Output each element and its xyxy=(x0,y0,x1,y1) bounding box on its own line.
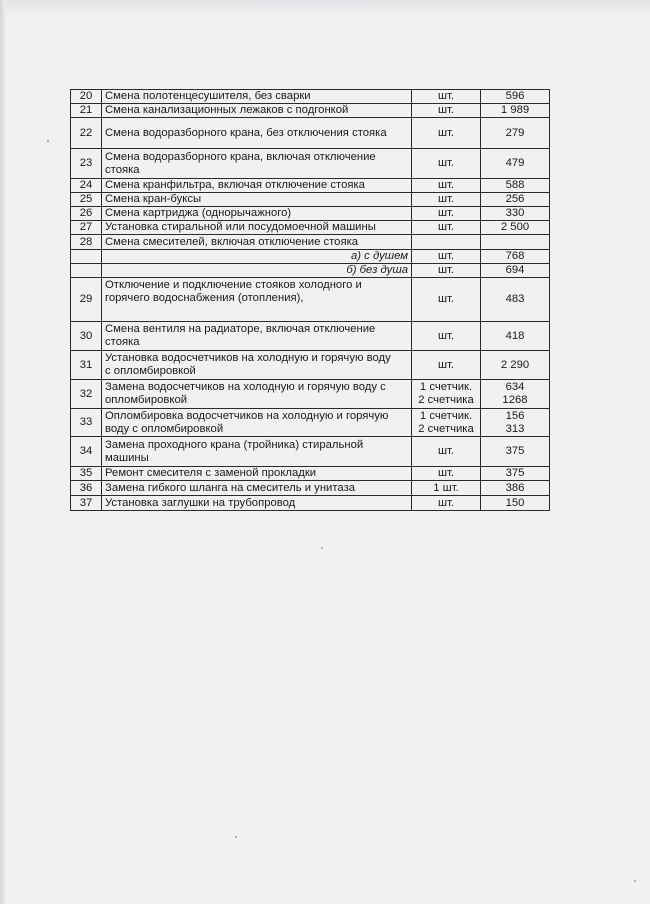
row-number: 34 xyxy=(71,437,102,467)
service-name: Смена водоразборного крана, без отключения стояка xyxy=(102,118,412,149)
unit-cell: шт. xyxy=(412,437,481,467)
unit-cell: шт. xyxy=(412,207,481,221)
service-name: Смена канализационных лежаков с подгонкой xyxy=(102,104,412,118)
row-number: 21 xyxy=(71,104,102,118)
table-row xyxy=(71,250,550,264)
row-number: 35 xyxy=(71,467,102,481)
price-cell: 279 xyxy=(481,118,550,149)
service-name: Опломбировка водосчетчиков на холодную и горячую воду с опломбировкой xyxy=(102,409,412,437)
table-row xyxy=(71,118,550,149)
row-number: 29 xyxy=(71,278,102,322)
unit-cell: шт. xyxy=(412,351,481,380)
unit-cell: шт. xyxy=(412,90,481,104)
unit-cell: 1 счетчик. 2 счетчика xyxy=(412,380,481,409)
price-cell: 479 xyxy=(481,149,550,179)
service-name: б) без душа xyxy=(102,264,412,278)
price-cell: 2 500 xyxy=(481,221,550,235)
table-row xyxy=(71,278,550,322)
price-cell: 156 313 xyxy=(481,409,550,437)
unit-cell: шт. xyxy=(412,278,481,322)
service-name: Установка заглушки на трубопровод xyxy=(102,496,412,511)
price-cell: 634 1268 xyxy=(481,380,550,409)
row-number: 25 xyxy=(71,193,102,207)
service-name: Смена кран-буксы xyxy=(102,193,412,207)
unit-cell: шт. xyxy=(412,118,481,149)
service-name: Смена картриджа (однорычажного) xyxy=(102,207,412,221)
price-cell: 2 290 xyxy=(481,351,550,380)
price-cell: 375 xyxy=(481,467,550,481)
table-row xyxy=(71,207,550,221)
unit-cell xyxy=(412,235,481,250)
table-row xyxy=(71,467,550,481)
price-cell: 375 xyxy=(481,437,550,467)
unit-cell: шт. xyxy=(412,221,481,235)
row-number: 30 xyxy=(71,322,102,351)
service-name: Замена водосчетчиков на холодную и горячую воду с опломбировкой xyxy=(102,380,412,409)
row-number: 23 xyxy=(71,149,102,179)
service-name: Замена проходного крана (тройника) стиральной машины xyxy=(102,437,412,467)
unit-cell: шт. xyxy=(412,104,481,118)
unit-cell: 1 счетчик. 2 счетчика xyxy=(412,409,481,437)
table-row xyxy=(71,380,550,409)
price-table xyxy=(70,89,550,511)
row-number: 20 xyxy=(71,90,102,104)
price-cell: 330 xyxy=(481,207,550,221)
price-cell: 386 xyxy=(481,481,550,496)
table-row xyxy=(71,264,550,278)
row-number xyxy=(71,250,102,264)
service-name: Замена гибкого шланга на смеситель и унитаза xyxy=(102,481,412,496)
row-number: 36 xyxy=(71,481,102,496)
table-row xyxy=(71,90,550,104)
table-row xyxy=(71,235,550,250)
price-cell: 1 989 xyxy=(481,104,550,118)
row-number: 33 xyxy=(71,409,102,437)
table-row xyxy=(71,351,550,380)
table-row xyxy=(71,322,550,351)
service-name: Установка стиральной или посудомоечной машины xyxy=(102,221,412,235)
table-row xyxy=(71,409,550,437)
unit-cell: 1 шт. xyxy=(412,481,481,496)
row-number: 28 xyxy=(71,235,102,250)
price-cell: 596 xyxy=(481,90,550,104)
service-name: Смена вентиля на радиаторе, включая отключение стояка xyxy=(102,322,412,351)
scan-speck xyxy=(47,140,49,142)
page-left-edge xyxy=(0,0,6,904)
unit-cell: шт. xyxy=(412,496,481,511)
unit-cell: шт. xyxy=(412,467,481,481)
row-number: 27 xyxy=(71,221,102,235)
unit-cell: шт. xyxy=(412,179,481,193)
price-cell: 768 xyxy=(481,250,550,264)
scan-speck xyxy=(321,547,323,549)
price-cell: 256 xyxy=(481,193,550,207)
unit-cell: шт. xyxy=(412,149,481,179)
service-name: Смена смесителей, включая отключение стояка xyxy=(102,235,412,250)
row-number: 32 xyxy=(71,380,102,409)
page-top-shade xyxy=(0,0,650,14)
price-cell xyxy=(481,235,550,250)
table-row xyxy=(71,437,550,467)
price-cell: 150 xyxy=(481,496,550,511)
service-name: Установка водосчетчиков на холодную и горячую воду с опломбировкой xyxy=(102,351,412,380)
table-row xyxy=(71,496,550,511)
scan-speck xyxy=(634,880,636,882)
service-name: Смена водоразборного крана, включая отключение стояка xyxy=(102,149,412,179)
table-row xyxy=(71,149,550,179)
price-cell: 483 xyxy=(481,278,550,322)
row-number: 26 xyxy=(71,207,102,221)
unit-cell: шт. xyxy=(412,264,481,278)
row-number xyxy=(71,264,102,278)
unit-cell: шт. xyxy=(412,250,481,264)
scan-speck xyxy=(235,836,237,838)
price-cell: 694 xyxy=(481,264,550,278)
service-name: Смена кранфильтра, включая отключение стояка xyxy=(102,179,412,193)
row-number: 31 xyxy=(71,351,102,380)
table-row xyxy=(71,104,550,118)
service-name: Отключение и подключение стояков холодного и горячего водоснабжения (отопления), xyxy=(102,278,412,322)
price-cell: 418 xyxy=(481,322,550,351)
unit-cell: шт. xyxy=(412,322,481,351)
row-number: 37 xyxy=(71,496,102,511)
table-row xyxy=(71,193,550,207)
service-name: Ремонт смесителя с заменой прокладки xyxy=(102,467,412,481)
row-number: 24 xyxy=(71,179,102,193)
table-row xyxy=(71,179,550,193)
unit-cell: шт. xyxy=(412,193,481,207)
table-row xyxy=(71,481,550,496)
row-number: 22 xyxy=(71,118,102,149)
table-row xyxy=(71,221,550,235)
service-name: а) с душем xyxy=(102,250,412,264)
service-name: Смена полотенцесушителя, без сварки xyxy=(102,90,412,104)
price-cell: 588 xyxy=(481,179,550,193)
